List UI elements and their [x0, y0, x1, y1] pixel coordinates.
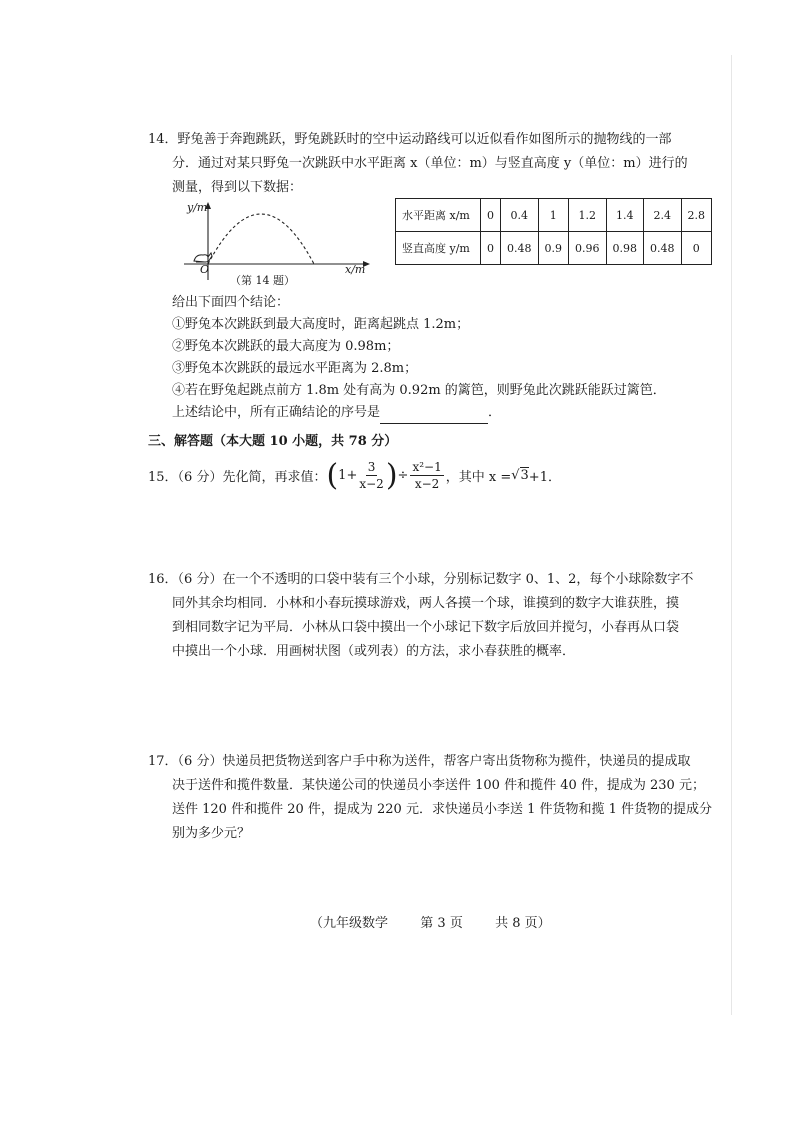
table-cell: 0.4: [501, 199, 539, 232]
right-paren: ): [385, 457, 398, 493]
fraction-2-denominator: x−2: [414, 476, 440, 491]
q14-conclusion-1: ①野兔本次跳跃到最大高度时，距离起跳点 1.2m；: [172, 317, 470, 332]
table-cell: 0.48: [501, 232, 539, 265]
q17-line-2: 决于送件和揽件数量．某快递公司的快递员小李送件 100 件和揽件 40 件，提成为 230 元；: [172, 778, 705, 793]
table-cell: 1.4: [606, 199, 644, 232]
table-row: [396, 232, 712, 265]
division-sign: ÷: [397, 467, 409, 483]
q17-line-4: 别为多少元？: [172, 826, 251, 841]
sqrt-argument: 3: [520, 468, 529, 483]
fraction-2: [410, 459, 443, 492]
q16-line-4: 中摸出一个小球．用画树状图（或列表）的方法，求小春获胜的概率．: [172, 644, 576, 659]
q15-suffix: ，其中 x =: [445, 469, 512, 485]
sqrt-symbol: √: [511, 467, 520, 483]
table-cell: 1: [538, 199, 569, 232]
fraction-1-numerator: 3: [367, 459, 376, 474]
q14-intro: 给出下面四个结论：: [172, 295, 290, 310]
q15-one-plus: 1+: [338, 467, 358, 483]
footer-subject: （九年级数学: [310, 916, 389, 931]
q17-line-3: 送件 120 件和揽件 20 件，提成为 220 元．求快递员小李送 1 件货物和揽 1 件货物的提成分: [172, 802, 713, 817]
page-edge-line: [731, 55, 732, 1015]
figure-caption: （第 14 题）: [230, 274, 295, 287]
q17-line-1: 17．（6 分）快递员把货物送到客户手中称为送件，帮客户寄出货物称为揽件，快递员的提成取: [148, 754, 691, 769]
fraction-2-numerator: x²−1: [412, 459, 442, 474]
q14-question-text: 上述结论中，所有正确结论的序号是: [172, 405, 381, 420]
rabbit-icon: [194, 253, 212, 262]
parabola-curve: [208, 214, 314, 264]
q14-conclusion-2: ②野兔本次跳跃的最大高度为 0.98m；: [172, 339, 400, 354]
row-header: 竖直高度 y/m: [396, 232, 481, 265]
q16-line-3: 到相同数字记为平局．小林从口袋中摸出一个小球记下数字后放回并搅匀，小春再从口袋: [172, 620, 680, 635]
origin-label: O: [200, 263, 210, 276]
section-title: 三、解答题（本大题 10 小题，共 78 分）: [148, 434, 398, 449]
table-cell: 0.48: [644, 232, 682, 265]
q16-line-2: 同外其余均相同．小林和小春玩摸球游戏，两人各摸一个球，谁摸到的数字大谁获胜，摸: [172, 596, 680, 611]
table-cell: 2.4: [644, 199, 682, 232]
table-cell: 2.8: [681, 199, 712, 232]
q14-question: [172, 402, 501, 424]
table-cell: 0.98: [606, 232, 644, 265]
q14-line-3: 测量，得到以下数据：: [172, 180, 303, 195]
row-header: 水平距离 x/m: [396, 199, 481, 232]
table-cell: 0.96: [569, 232, 607, 265]
q14-line-2: 分．通过对某只野兔一次跳跃中水平距离 x（单位：m）与竖直高度 y（单位：m）进行的: [172, 156, 688, 171]
q14-conclusion-4: ④若在野兔起跳点前方 1.8m 处有高为 0.92m 的篱笆，则野兔此次跳跃能跃过篱笆．: [172, 383, 666, 398]
q14-line-1: 14．野兔善于奔跑跳跃，野兔跳跃时的空中运动路线可以近似看作如图所示的抛物线的一部: [148, 132, 672, 147]
y-axis-label: y/m: [187, 201, 208, 214]
table-cell: 0: [481, 232, 501, 265]
q14-data-table: [395, 198, 712, 265]
footer: [310, 912, 551, 931]
q16-line-1: 16．（6 分）在一个不透明的口袋中装有三个小球，分别标记数字 0、1、2，每个小球除数字不: [148, 572, 694, 587]
q15-tail: +1．: [528, 469, 561, 485]
footer-total: 共 8 页）: [495, 916, 551, 931]
q14-question-end: ．: [488, 405, 502, 420]
footer-page: 第 3 页: [420, 916, 463, 931]
answer-blank: [380, 409, 488, 424]
x-axis-label: x/m: [345, 263, 366, 276]
q14-conclusion-3: ③野兔本次跳跃的最远水平距离为 2.8m；: [172, 361, 418, 376]
table-cell: 0: [481, 199, 501, 232]
fraction-1: [359, 459, 383, 492]
table-cell: 1.2: [569, 199, 607, 232]
table-row: [396, 199, 712, 232]
fraction-1-denominator: x−2: [359, 476, 384, 491]
table-cell: 0: [681, 232, 712, 265]
table-cell: 0.9: [538, 232, 569, 265]
left-paren: (: [326, 457, 339, 493]
q15-prefix: 15．（6 分）先化简，再求值：: [148, 469, 327, 485]
q15-line: [148, 453, 561, 497]
